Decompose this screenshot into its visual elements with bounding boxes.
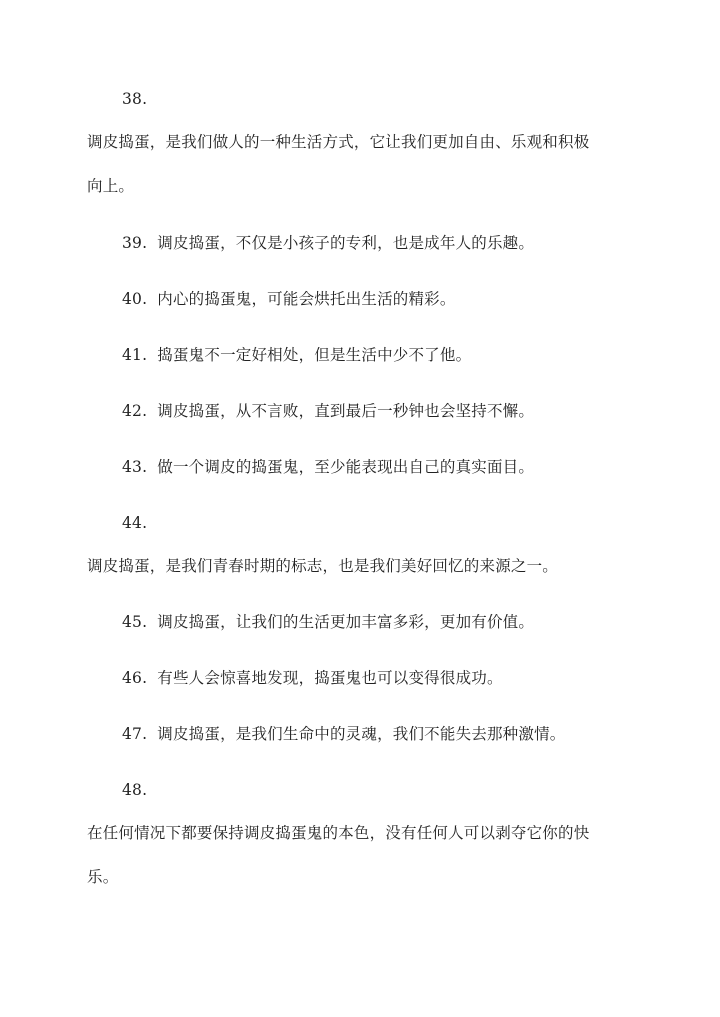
item-42-text: 调皮捣蛋，从不言败，直到最后一秒钟也会坚持不懈。 (157, 402, 535, 420)
item-42-number: 42. (122, 402, 148, 420)
item-40 (122, 289, 456, 309)
item-41-text: 捣蛋鬼不一定好相处，但是生活中少不了他。 (157, 346, 472, 364)
item-47-text: 调皮捣蛋，是我们生命中的灵魂，我们不能失去那种激情。 (157, 725, 566, 743)
item-48-text-line1: 在任何情况下都要保持调皮捣蛋鬼的本色，没有任何人可以剥夺它你的快 (87, 824, 590, 842)
item-42 (122, 401, 534, 421)
item-44-text-line1: 调皮捣蛋，是我们青春时期的标志，也是我们美好回忆的来源之一。 (87, 557, 559, 575)
item-47-number: 47. (122, 725, 148, 743)
item-44-number: 44. (122, 514, 148, 532)
item-38-text-line2: 向上。 (87, 177, 135, 195)
item-39 (122, 233, 534, 253)
item-40-number: 40. (122, 290, 148, 308)
item-45 (122, 612, 534, 632)
item-46-text: 有些人会惊喜地发现，捣蛋鬼也可以变得很成功。 (157, 669, 503, 687)
item-45-number: 45. (122, 613, 148, 631)
item-38-text-line1: 调皮捣蛋，是我们做人的一种生活方式，它让我们更加自由、乐观和积极 (87, 133, 590, 151)
item-43 (122, 457, 534, 477)
item-43-number: 43. (122, 458, 148, 476)
item-45-text: 调皮捣蛋，让我们的生活更加丰富多彩，更加有价值。 (157, 613, 535, 631)
item-41-number: 41. (122, 346, 148, 364)
item-40-text: 内心的捣蛋鬼，可能会烘托出生活的精彩。 (157, 290, 456, 308)
item-48-text-line2: 乐。 (87, 868, 119, 886)
item-39-text: 调皮捣蛋，不仅是小孩子的专利，也是成年人的乐趣。 (157, 234, 535, 252)
item-43-text: 做一个调皮的捣蛋鬼，至少能表现出自己的真实面目。 (157, 458, 535, 476)
item-41 (122, 345, 471, 365)
item-38-number: 38. (122, 90, 148, 108)
item-47 (122, 724, 565, 744)
item-48-number: 48. (122, 781, 148, 799)
item-46 (122, 668, 503, 688)
item-46-number: 46. (122, 669, 148, 687)
item-39-number: 39. (122, 234, 148, 252)
